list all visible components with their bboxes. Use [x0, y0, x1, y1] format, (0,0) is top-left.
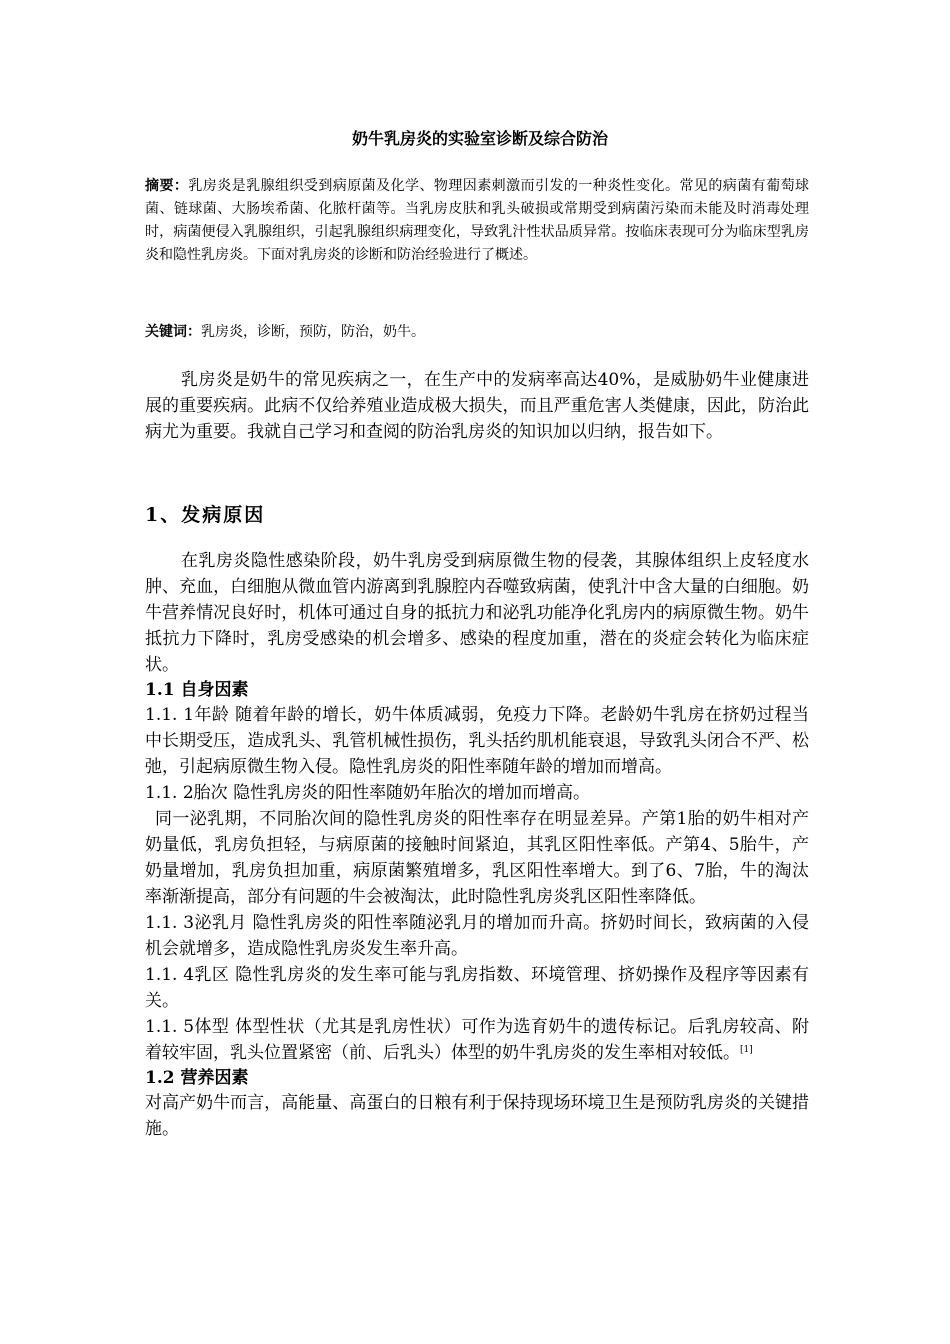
keywords: [145, 321, 809, 344]
document-title: 奶牛乳房炎的实验室诊断及综合防治: [351, 129, 608, 148]
item-lactation-month: 1.1. 3泌乳月 隐性乳房炎的阳性率随泌乳月的增加而升高。挤奶时间长，致病菌的入侵机会就增多，造成隐性乳房炎发生率升高。: [145, 913, 809, 959]
item-parity-continued: 同一泌乳期，不同胎次间的隐性乳房炎的阳性率存在明显差异。产第1胎的奶牛相对产奶量低，乳房负担轻，与病原菌的接触时间紧迫，其乳区阳性率低。产第4、5胎牛，产奶量增加，乳房负担加重，病原菌繁殖增多，乳区阳性率增大。到了6、7胎，牛的淘汰率渐渐提高，部分有问题的牛会被淘汰，此时隐性乳房炎乳区阳性率降低。: [145, 809, 809, 907]
subsection-1-2-paragraph: 对高产奶牛而言，高能量、高蛋白的日粮有利于保持现场环境卫生是预防乳房炎的关键措施。: [145, 1093, 809, 1139]
abstract: [145, 175, 809, 267]
item-body-type: [145, 1014, 809, 1066]
item-age: 1.1. 1年龄 随着年龄的增长，奶牛体质减弱，免疫力下降。老龄奶牛乳房在挤奶过程当中长期受压，造成乳头、乳管机械性损伤，乳头括约肌机能衰退，导致乳头闭合不严、松弛，引起病原微生物入侵。隐性乳房炎的阳性率随年龄的增加而增高。: [145, 705, 809, 777]
subsection-1-1-heading: 1.1 自身因素: [145, 680, 249, 700]
item-body-type-text: 1.1. 5体型 体型性状（尤其是乳房性状）可作为选育奶牛的遗传标记。后乳房较高、附着较牢固，乳头位置紧密（前、后乳头）体型的奶牛乳房炎的发生率相对较低。: [145, 1017, 809, 1063]
section-1-heading: 1、发病原因: [145, 504, 266, 526]
item-parity: 1.1. 2胎次 隐性乳房炎的阳性率随奶年胎次的增加而增高。: [145, 783, 591, 803]
keywords-label: 关键词：: [145, 324, 201, 340]
intro-paragraph: 乳房炎是奶牛的常见疾病之一，在生产中的发病率高达40%，是威胁奶牛业健康进展的重要疾病。此病不仅给养殖业造成极大损失，而且严重危害人类健康，因此，防治此病尤为重要。我就自己学习和查阅的防治乳房炎的知识加以归纳，报告如下。: [145, 370, 809, 442]
abstract-label: 摘要：: [145, 178, 189, 194]
abstract-text: 乳房炎是乳腺组织受到病原菌及化学、物理因素刺激而引发的一种炎性变化。常见的病菌有葡萄球菌、链球菌、大肠埃希菌、化脓杆菌等。当乳房皮肤和乳头破损或常期受到病菌污染而未能及时消毒处理时，病菌便侵入乳腺组织，引起乳腺组织病理变化，导致乳汁性状品质异常。按临床表现可分为临床型乳房炎和隐性乳房炎。下面对乳房炎的诊断和防治经验进行了概述。: [145, 178, 810, 263]
citation-ref: [1]: [740, 1045, 753, 1055]
section-1-body: [145, 548, 809, 1142]
section-1-paragraph: 在乳房炎隐性感染阶段，奶牛乳房受到病原微生物的侵袭，其腺体组织上皮轻度水肿、充血，白细胞从微血管内游离到乳腺腔内吞噬致病菌，使乳汁中含大量的白细胞。奶牛营养情况良好时，机体可通过自身的抵抗力和泌乳功能净化乳房内的病原微生物。奶牛抵抗力下降时，乳房受感染的机会增多、感染的程度加重，潜在的炎症会转化为临床症状。: [145, 551, 809, 675]
keywords-text: 乳房炎，诊断，预防，防治，奶牛。: [201, 324, 425, 340]
subsection-1-2-heading: 1.2 营养因素: [145, 1068, 249, 1088]
item-quarter: 1.1. 4乳区 隐性乳房炎的发生率可能与乳房指数、环境管理、挤奶操作及程序等因素有关。: [145, 965, 809, 1011]
